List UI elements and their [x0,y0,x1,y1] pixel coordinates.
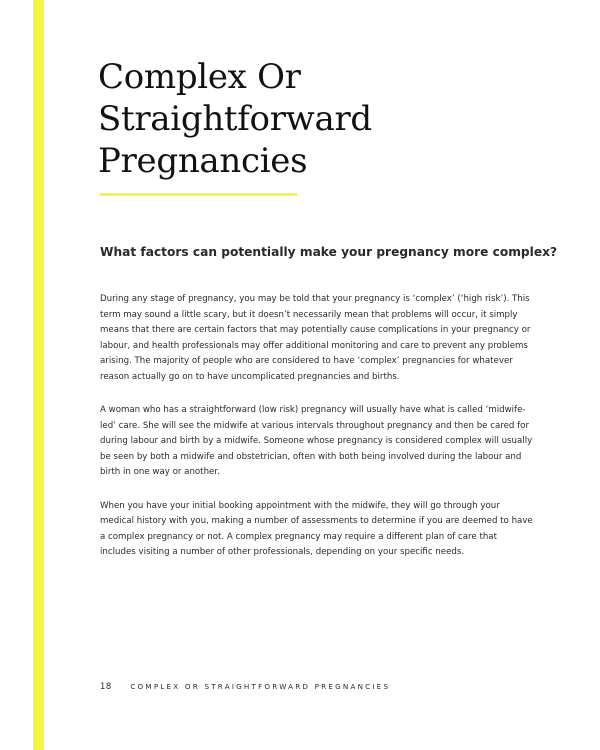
page-title-line-1: Complex Or [98,57,301,97]
body-paragraph-2: A woman who has a straightforward (low risk) pregnancy will usually have what is called ‘midwife-led’ care. She will see the midwife at various intervals throughout pregnancy and then be cared for during labour and birth by a midwife. Someone whose pregnancy is considered complex will usually be seen by both a midwife and obstetrician, often with both being involved during the labour and birth in one way or another. [100,405,533,477]
body-paragraph-3: When you have your initial booking appointment with the midwife, they will go through your medical history with you, making a number of assessments to determine if you are deemed to have a complex pregnancy or not. A complex pregnancy may require a different plan of care that includes visiting a number of other professionals, depending on your specific needs. [100,500,533,557]
section-subtitle: What factors can potentially make your pregnancy more complex? [100,245,558,259]
running-head: COMPLEX OR STRAIGHTFORWARD PREGNANCIES [130,682,391,691]
body-copy [100,292,535,579]
page-footer [100,680,390,693]
page-title-line-2: Straightforward [98,99,372,139]
page-title [98,56,518,182]
accent-side-bar [33,0,44,750]
title-underline-rule [100,193,297,196]
page-number: 18 [100,681,112,691]
body-paragraph-1: During any stage of pregnancy, you may be told that your pregnancy is ‘complex’ (‘high risk’). This term may sound a little scary, but it doesn’t necessarily mean that problems will occur, it simply means that there are certain factors that may potentially cause complications in your pregnancy or labour, and health professionals may offer additional monitoring and care to prevent any problems arising. The majority of people who are considered to have ‘complex’ pregnancies for whatever reason actually go on to have uncomplicated pregnancies and births. [100,294,531,382]
page-title-line-3: Pregnancies [98,141,308,181]
